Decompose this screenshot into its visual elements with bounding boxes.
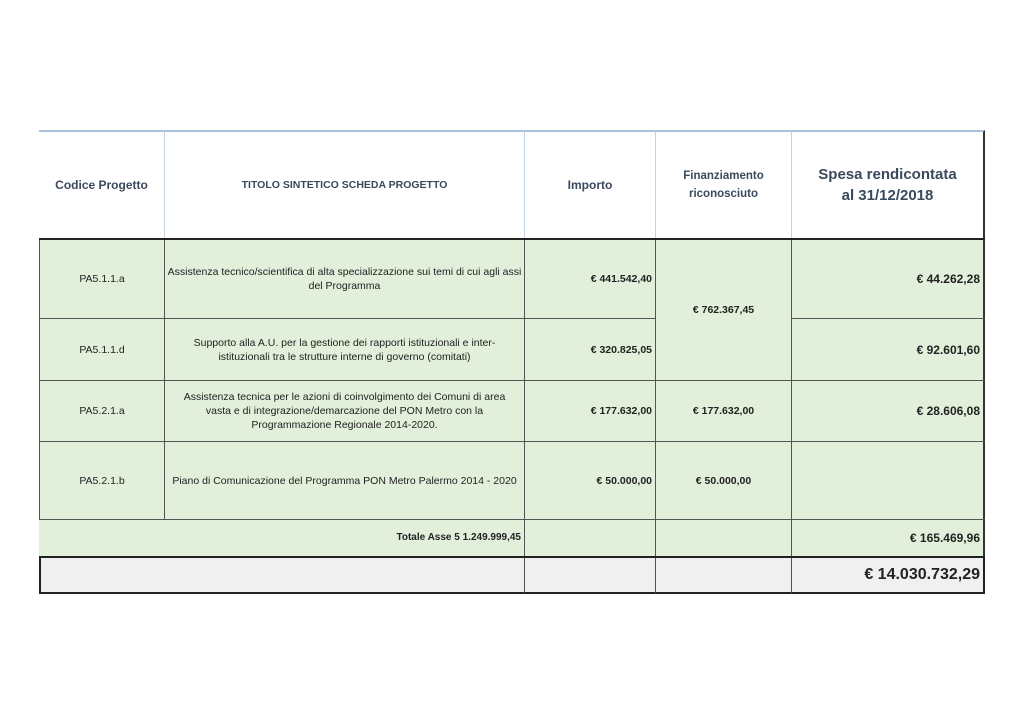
row1-code xyxy=(39,240,165,318)
row1-spent xyxy=(792,240,985,318)
row3-amount-text: € 177.632,00 xyxy=(590,405,652,417)
header-funding xyxy=(656,130,792,238)
row1-code-text: PA5.1.1.a xyxy=(79,273,125,285)
row4-spent xyxy=(792,442,985,519)
header-spent xyxy=(792,130,985,238)
row4-amount xyxy=(525,442,656,519)
row2-amount-text: € 320.825,05 xyxy=(590,343,652,356)
row3-amount xyxy=(525,381,656,441)
grand-total-empty-1 xyxy=(39,558,525,594)
row2-title xyxy=(165,319,525,380)
total-amount-empty xyxy=(525,520,656,556)
header-spent-text: Spesa rendicontata al 31/12/2018 xyxy=(818,166,957,204)
grand-total-empty-3 xyxy=(656,558,792,594)
row1-amount xyxy=(525,240,656,318)
row2-code xyxy=(39,319,165,380)
row3-spent-text: € 28.606,08 xyxy=(916,404,980,418)
row3-funding-text: € 177.632,00 xyxy=(692,405,755,417)
total-funding-empty xyxy=(656,520,792,556)
row3-spent xyxy=(792,381,985,441)
row1-title-text: Assistenza tecnico/scientifica di alta specializzazione sui temi di cui agli assi del Programma xyxy=(167,266,522,292)
row1-spent-text: € 44.262,28 xyxy=(916,272,980,286)
row3-title-text: Assistenza tecnica per le azioni di coinvolgimento dei Comuni di area vasta e di integrazione/demarcazione del PON Metro con la Programmazione Regionale 2014-2020. xyxy=(183,391,506,431)
row3-funding xyxy=(656,381,792,441)
row3-code-text: PA5.2.1.a xyxy=(79,405,125,417)
grand-total-empty-2 xyxy=(525,558,656,594)
header-amount xyxy=(525,130,656,238)
row2-amount xyxy=(525,319,656,380)
row4-code xyxy=(39,442,165,519)
total-spent-text: € 165.469,96 xyxy=(909,531,980,545)
row4-funding xyxy=(656,442,792,519)
header-code xyxy=(39,130,165,238)
grand-total xyxy=(792,558,985,594)
row2-spent-text: € 92.601,60 xyxy=(916,342,980,357)
total-spent xyxy=(792,520,985,556)
row4-code-text: PA5.2.1.b xyxy=(79,474,125,487)
row2-spent xyxy=(792,319,985,380)
row3-title xyxy=(165,381,525,441)
header-code-text: Codice Progetto xyxy=(55,178,148,192)
header-title-text: TITOLO SINTETICO SCHEDA PROGETTO xyxy=(241,179,448,191)
row1-title xyxy=(165,240,525,318)
row4-amount-text: € 50.000,00 xyxy=(596,474,652,487)
row1-amount-text: € 441.542,40 xyxy=(590,273,652,285)
merged-funding xyxy=(656,240,792,380)
total-label-text: Totale Asse 5 1.249.999,45 xyxy=(396,532,521,543)
row4-title-text: Piano di Comunicazione del Programma PON Metro Palermo 2014 - 2020 xyxy=(172,474,517,487)
row2-code-text: PA5.1.1.d xyxy=(79,343,125,356)
row4-funding-text: € 50.000,00 xyxy=(695,474,752,487)
row2-title-text: Supporto alla A.U. per la gestione dei rapporti istituzionali e inter-istituzionali tra le strutture interne di governo (comitati) xyxy=(193,336,496,363)
row3-code xyxy=(39,381,165,441)
header-amount-text: Importo xyxy=(567,178,613,192)
merged-funding-text: € 762.367,45 xyxy=(692,304,755,316)
total-label xyxy=(39,520,525,556)
header-funding-text: Finanziamento riconosciuto xyxy=(683,170,764,200)
grand-total-text: € 14.030.732,29 xyxy=(864,566,980,583)
header-title xyxy=(165,130,525,238)
row4-title xyxy=(165,442,525,519)
